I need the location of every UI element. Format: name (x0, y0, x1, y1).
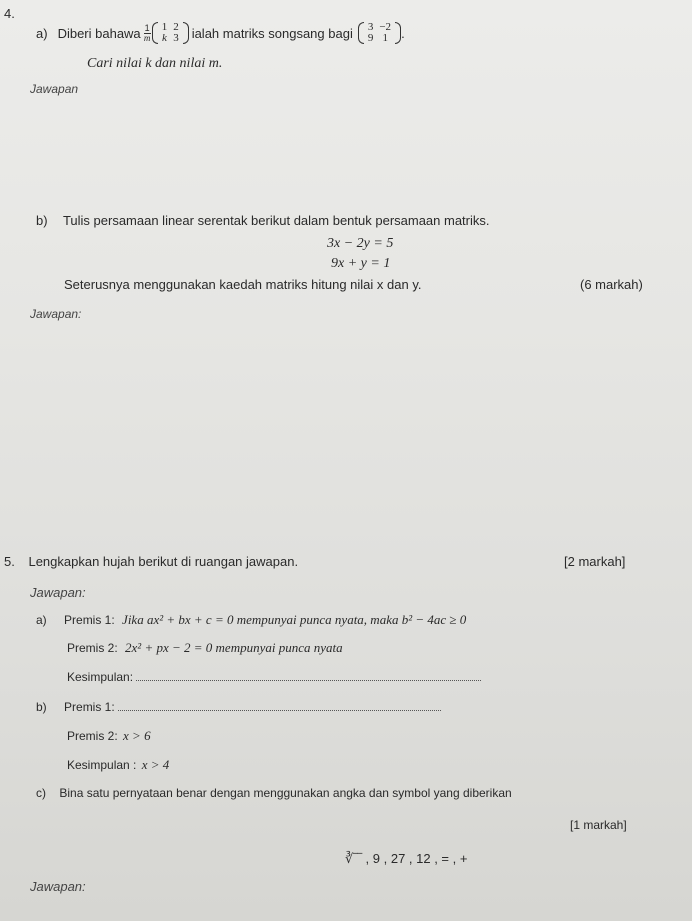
question-4b-text: Tulis persamaan linear serentak berikut dalam bentuk persamaan matriks. (62, 213, 490, 228)
q5a-premis-1-line (36, 612, 466, 628)
q5c-text: Bina satu pernyataan benar dengan menggunakan angka dan symbol yang diberikan (59, 786, 512, 800)
question-5-answer-label: Jawapan: (30, 585, 86, 600)
question-4b-line (36, 213, 490, 228)
equation-2: 9x + y = 1 (331, 256, 391, 271)
q5a-premis-1-label: Premis 1: (64, 613, 115, 627)
equation-1: 3x − 2y = 5 (327, 236, 394, 251)
question-4b-answer-label: Jawapan: (30, 307, 82, 321)
question-5-number: 5. (4, 554, 15, 569)
q5a-kesimpulan-blank[interactable] (136, 680, 481, 681)
fraction-1-over-m (144, 24, 151, 43)
matrix-1-cell: 2 (173, 21, 179, 33)
q5b-premis-2-label: Premis 2: (67, 729, 118, 743)
matrix-2 (358, 22, 401, 44)
matrix-1-cell: 3 (173, 32, 179, 44)
q5b-premis-2-line (67, 728, 151, 744)
question-4a-line (36, 22, 405, 44)
q5a-premis-2-label: Premis 2: (67, 641, 118, 655)
matrix-1 (152, 22, 189, 44)
q5b-kesimpulan-line (67, 757, 169, 773)
q5b-premis-1-blank[interactable] (118, 710, 441, 711)
q5a-label: a) (36, 613, 47, 627)
question-4-number: 4. (4, 6, 15, 21)
question-4b-instruction: Seterusnya menggunakan kaedah matriks hitung nilai x dan y. (64, 277, 422, 292)
q5a-kesimpulan-label: Kesimpulan: (67, 670, 134, 684)
fraction-numerator: 1 (144, 22, 150, 33)
question-4b-label: b) (36, 213, 48, 228)
q5a-premis-2-line (67, 640, 343, 656)
matrix-1-cell: 1 (161, 21, 168, 33)
q5a-kesimpulan-line (67, 670, 481, 684)
question-4a-text-before: Diberi bahawa (57, 25, 141, 41)
question-4a-answer-label: Jawapan (30, 82, 79, 96)
question-4a-period: . (401, 25, 405, 41)
q5b-kesimpulan-label: Kesimpulan : (67, 758, 137, 772)
question-4a-instruction: Cari nilai k dan nilai m. (87, 56, 223, 71)
q5b-premis-1-line (36, 700, 441, 714)
q5a-premis-2-text: 2x² + px − 2 = 0 mempunyai punca nyata (125, 640, 343, 655)
matrix-2-cell: 9 (367, 32, 374, 44)
question-5-line (4, 554, 298, 569)
matrix-2-cell: −2 (379, 21, 392, 33)
question-4a-label: a) (36, 25, 48, 41)
q5c-marks: [1 markah] (570, 818, 627, 832)
q5b-kesimpulan-text: x > 4 (141, 757, 170, 772)
q5b-label: b) (36, 700, 47, 714)
q5b-premis-2-text: x > 6 (123, 728, 151, 743)
matrix-2-cell: 1 (382, 32, 388, 44)
matrix-1-cell: k (161, 32, 167, 44)
question-4b-marks: (6 markah) (580, 277, 643, 292)
q5c-symbols: ∛‾‾ , 9 , 27 , 12 , = , + (345, 851, 468, 866)
q5c-label: c) (36, 786, 46, 800)
question-5-marks: [2 markah] (564, 554, 626, 569)
q5a-premis-1-text: Jika ax² + bx + c = 0 mempunyai punca nyata, maka b² − 4ac ≥ 0 (122, 612, 467, 627)
matrix-2-cell: 3 (367, 21, 374, 33)
question-4a-text-after: ialah matriks songsang bagi (191, 25, 353, 41)
q5b-premis-1-label: Premis 1: (64, 700, 115, 714)
fraction-denominator: m (143, 32, 151, 43)
question-5-text: Lengkapkan hujah berikut di ruangan jawapan. (28, 554, 299, 569)
q5c-line (36, 786, 512, 800)
q5c-answer-label: Jawapan: (30, 879, 86, 894)
